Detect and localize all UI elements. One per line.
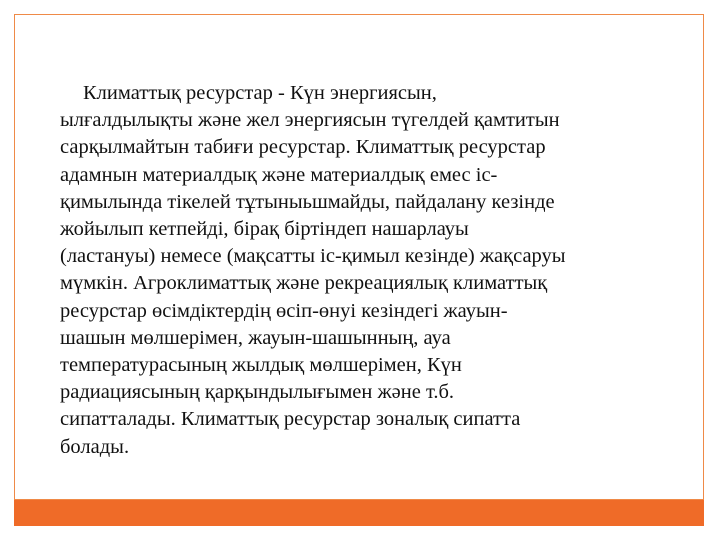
body-text: Климаттық ресурстар - Күн энергиясын, ылғалдылықты және жел энергиясын түгелдей қамтитын сарқылмайтын табиғи ресурстар. Климаттық ресурстар адамнын материалдық және материалдық емес іс- қимылында тікелей тұтыныьшмайды, пайдалану кезінде жойылып кетпейді, бірақ біртіндеп нашарлауы (ластануы) немесе (мақсатты іс-қимыл кезінде) жақсаруы мүмкін. Агроклиматтық және рекреациялық климаттық ресурстар өсімдіктердің өсіп-өнуі кезіндегі жауын- шашын мөлшерімен, жауын-шашынның, ауа температурасының жылдық мөлшерімен, Күн радиациясының қарқындылығымен және т.б. сипатталады. Климаттық ресурстар зоналық сипатта болады. — [60, 82, 566, 458]
bottom-accent-bar — [14, 500, 704, 526]
